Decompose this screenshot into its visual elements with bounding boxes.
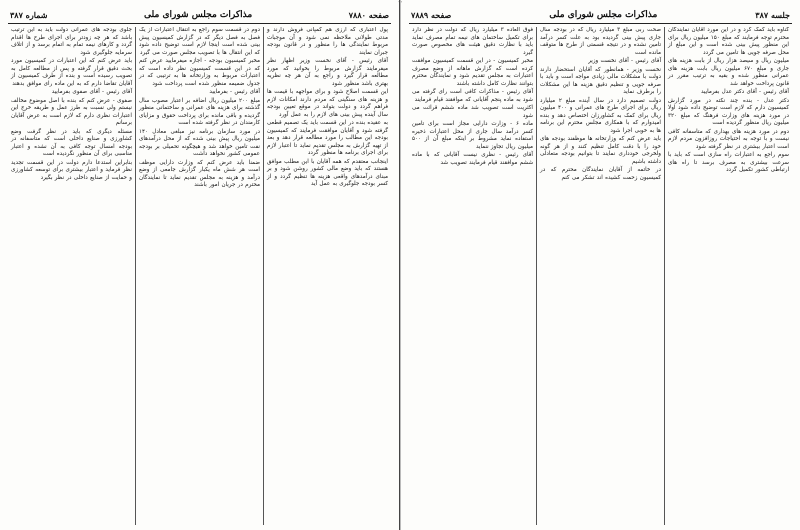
paragraph: آقای رئیس - بفرمایید (209, 89, 260, 95)
text-column (136, 27, 264, 525)
paragraph: این قسمت اصلاح شود و برای مواجهه با قیمت ها و هزینه های سنگینی که مردم دارند امکانات لازم فراهم گردد و دولت بتواند در موقع تعیین بودجه سال آینده پیش بینی های لازم را به عمل آورد (267, 89, 388, 118)
paragraph: جلوی بودجه های عمرانی دولت باید به این ترتیب باشد که هر چه زودتر برای اجرای طرح ها اقدام گردد و کارهای نیمه تمام به اتمام برسد و از اتلاف سرمایه جلوگیری شود (11, 27, 132, 56)
paragraph: مخبر کمیسیون - در این قسمت کمیسیون موافقت کرده است که گزارش ماهانه از وضع مصرف اعتبارات به مجلس تقدیم شود و نمایندگان محترم بتوانند نظارت کامل داشته باشند (412, 58, 533, 87)
paragraph: دکتر عدل - بنده چند نکته در مورد گزارش کمیسیون دارم که لازم است توضیح داده شود اولا در مورد هزینه های وزارت فرهنگ که مبلغ ۳۲۰ میلیون ریال منظور گردیده است (668, 97, 789, 126)
paragraph: به عقیده بنده در این قسمت باید یک تصمیم قطعی گرفته شود و آقایان موافقت فرمایند که کمیسیون بودجه این مطالب را مورد مطالعه قرار دهد و بعد از تهیه گزارش به مجلس تقدیم نماید تا اعتبار لازم برای اجرای برنامه ها منظور گردد (267, 120, 388, 156)
paragraph: آقای رئیس - آقای نخست وزیر (588, 58, 661, 64)
right-page (400, 0, 800, 530)
paragraph: اینجانب معتقدم که همه آقایان با این مطلب موافق هستند که باید وضع مالی کشور روشن شود و بر مبنای درآمدهای واقعی هزینه ها تنظیم گردد و از کسر بودجه جلوگیری به عمل آید (267, 158, 388, 187)
paragraph: آقای رئیس - آقای صفوی بفرمایید (51, 89, 132, 95)
paragraph: آقای رئیس - آقای نخست وزیر اظهار نظر میفرمایند گزارش مربوط را بخوانید که مورد مطالعه قرار گیرد و راجع به آن هر چه نظریه بهتری باشد منظور شود (267, 58, 388, 87)
paragraph: نخست وزیر - همانطور که آقایان استحضار دارند دولت با مشکلات مالی زیادی مواجه است و باید با صرفه جویی و تنظیم دقیق هزینه ها این مشکلات را برطرف نماید (540, 66, 661, 95)
paragraph: دوم در مورد هزینه های بهداری که متاسفانه کافی نیست و با توجه به احتیاجات روزافزون مردم لازم است اعتبار بیشتری در نظر گرفته شود (668, 128, 789, 150)
paragraph: در مورد سازمان برنامه نیز مبلغی معادل ۱۴۰ میلیون ریال پیش بینی شده که از محل درآمدهای نفت تامین خواهد شد و هیچگونه تحمیلی بر بودجه عمومی کشور نخواهد داشت (139, 128, 260, 157)
paragraph: باید عرض کنم که وزارتخانه ها موظفند بودجه های خود را با دقت کامل تنظیم کنند و از هر گونه ولخرجی خودداری نمایند تا بتوانیم بودجه متعادلی داشته باشیم (540, 136, 661, 165)
paragraph: بنابراین استدعا دارم دولت در این قسمت تجدید نظر فرماید و اعتبار بیشتری برای توسعه کشاورزی و حمایت از صنایع داخلی در نظر بگیرد (11, 159, 132, 181)
paragraph: باید عرض کنم که این اعتبارات در کمیسیون مورد بحث دقیق قرار گرفته و پس از مطالعه کامل به تصویب رسیده است و بنده از طرف کمیسیون از آقایان تقاضا دارم که به این ماده رای موافق بدهند (11, 58, 132, 87)
top-mark: ٣ (398, 0, 402, 7)
page-header (409, 8, 792, 24)
paragraph: ماده ۶ - وزارت دارایی مجاز است برای تامین کسر درآمد سال جاری از محل اعتبارات ذخیره استفاده نماید مشروط بر اینکه مبلغ آن از ۵۰۰ میلیون ریال تجاوز ننماید (412, 121, 533, 150)
paragraph: پول اعتباری که ارزی هم کمپانی فروش دارند و مدتی طولانی ملاحظه نمی شود و آن موجبات مربوط نمایندگی ها را منظور و در قانون بودجه جبران نمایند (267, 27, 388, 56)
paragraph: دولت تصمیم دارد در سال آینده مبلغ ۲ میلیارد ریال برای اجرای طرح های عمرانی و ۴۰۰ میلیون ریال برای کمک به کشاورزان اختصاص دهد و بنده امیدوارم که با همکاری مجلس محترم این برنامه ها به خوبی اجرا شود (540, 97, 661, 134)
text-column (537, 27, 665, 525)
issue-label: صفحه ۷۸۸۹ (411, 10, 452, 20)
paragraph: آقای رئیس - مذاکرات کافی است رای گرفته می شود به ماده پنجم آقایانی که موافقند قیام فرمایند (412, 89, 533, 103)
paragraph: میلیون ریال و سیصد هزار ریال از بابت هزینه های جاری و مبلغ ۶۷۰ میلیون ریال بابت هزینه های عمرانی منظور شده و بقیه به ترتیب مقرر در قانون پرداخت خواهد شد (668, 58, 789, 87)
page-number-label: جلسه ۳۸۷ (755, 10, 790, 20)
paragraph: اکثریت است تصویب شد ماده ششم قرائت می شود (412, 105, 533, 119)
page-title: مذاکرات مجلس شورای ملی (549, 10, 658, 20)
page-title: مذاکرات مجلس شورای ملی (144, 10, 253, 20)
paragraph: فوق العاده ۳ میلیارد ریال که دولت در نظر دارد برای تکمیل ساختمان های نیمه تمام مصرف نماید باید با نظارت دقیق هیئت های مخصوص صورت گیرد (412, 27, 534, 56)
paragraph: در خاتمه از آقایان نمایندگان محترم که در کمیسیون زحمت کشیده اند تشکر می کنم (540, 167, 661, 181)
paragraph: صفوی - عرض کنم که بنده با اصل موضوع مخالف نیستم ولی نسبت به طرز عمل و طریقه خرج این اعتبارات نظری دارم که لازم است به عرض آقایان برسانم (11, 97, 132, 126)
paragraph: صحت ربی مبلغ ۳ میلیارد ریال که در بودجه سال جاری پیش بینی گردیده بود به علت کسر درآمد تامین نشده و در نتیجه قسمتی از طرح ها متوقف مانده است (540, 27, 661, 56)
page-header (8, 8, 391, 24)
paragraph: ضمنا باید عرض کنم که وزارت دارایی موظف است هر شش ماه یکبار گزارش جامعی از وضع درآمد و هزینه به مجلس تقدیم نماید تا نمایندگان محترم در جریان امور باشند (139, 159, 260, 188)
text-column (264, 27, 391, 525)
paragraph: دوم در قسمت سوم راجع به انتقال اعتبارات از یک فصل به فصل دیگر که در گزارش کمیسیون پیش بینی شده است اینجا لازم است توضیح داده شود که این انتقال ها با تصویب مجلس صورت می گیرد (139, 27, 260, 56)
page-number-label: صفحه ۷۸۸۰ (348, 10, 389, 20)
text-columns (8, 27, 391, 525)
text-column (665, 27, 792, 525)
text-columns (409, 27, 792, 525)
paragraph: آقای رئیس - نظری نیست آقایانی که با ماده ششم موافقند قیام فرمایند تصویب شد (412, 152, 533, 166)
issue-label: شماره ۳۸۷ (10, 10, 48, 20)
paragraph: آقای رئیس - آقای دکتر عدل بفرمایید (700, 89, 789, 95)
text-column (409, 27, 537, 525)
paragraph: سوم راجع به اعتبارات راه سازی است که باید با سرعت بیشتری به مصرف برسد تا راه های ارتباطی کشور تکمیل گردد (668, 152, 789, 173)
paragraph: مخبر کمیسیون بودجه - اجازه میفرمایید عرض کنم که در این قسمت کمیسیون نظر داده است که اعتبارات مربوط به وزارتخانه ها به ترتیبی که در جدول ضمیمه منظور شده است پرداخت شود (139, 58, 260, 87)
paragraph: مبلغ ۲۰۰ میلیون ریال اضافه بر اعتبار مصوب سال گذشته برای هزینه های عمرانی و ساختمانی منظور گردیده و باقی مانده برای پرداخت حقوق و مزایای کارمندان در نظر گرفته شده است (139, 97, 260, 126)
paragraph: مسئله دیگری که باید در نظر گرفت وضع کشاورزی و صنایع داخلی است که متاسفانه در بودجه امسال توجه کافی به آن نشده و اعتبار مناسبی برای آن منظور نگردیده است (11, 128, 132, 157)
text-column (8, 27, 136, 525)
paragraph: گناوه باید کمک کرد و در این مورد آقایان نمایندگان محترم توجه فرمایند که مبلغ ۱۵۰ میلیون ریال برای این منظور پیش بینی شده است و این مبلغ از محل صرفه جویی ها تامین می گردد (668, 27, 789, 56)
